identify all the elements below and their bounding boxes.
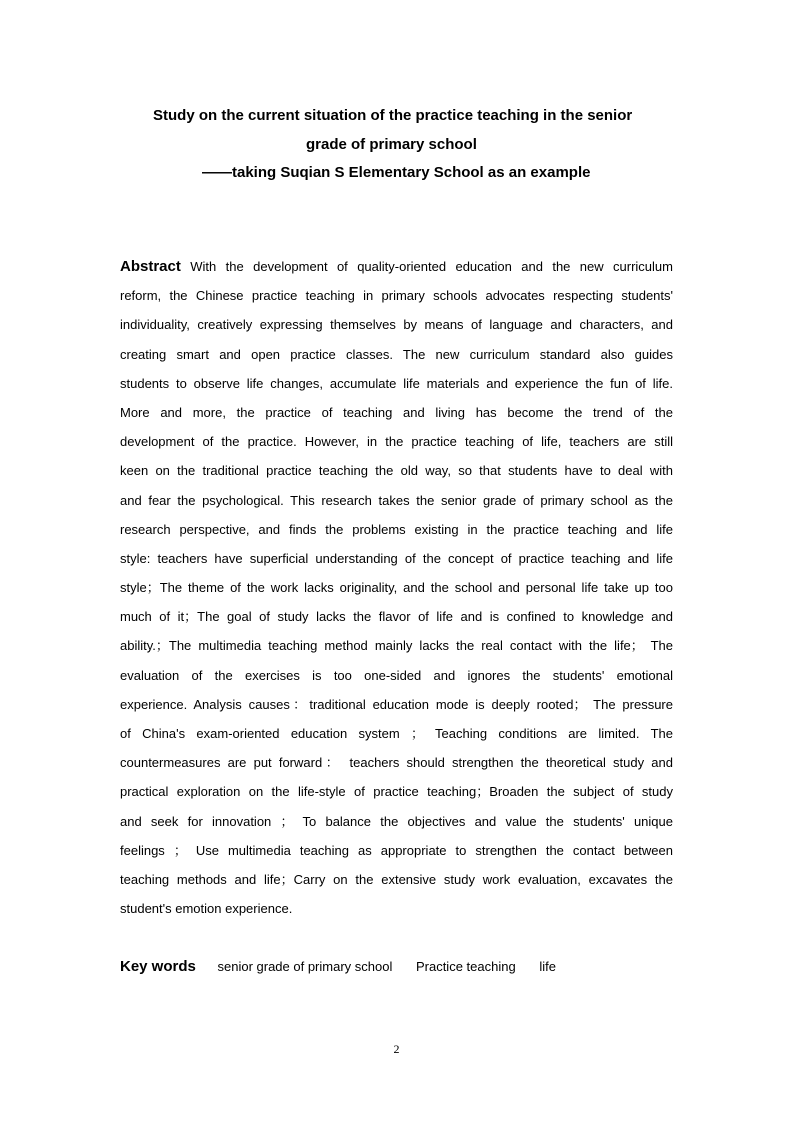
abstract-line: evaluation of the exercises is too one-sided and ignores the students' emotional <box>120 667 673 683</box>
abstract-line: ability.；The multimedia teaching method mainly lacks the real contact with the life； The <box>120 638 673 654</box>
page-number: 2 <box>393 1042 400 1056</box>
abstract-line: and fear the psychological. This research takes the senior grade of primary school as the <box>120 492 673 508</box>
abstract-line: practical exploration on the life-style of practice teaching；Broaden the subject of study <box>120 784 673 800</box>
abstract-line: style；The theme of the work lacks originality, and the school and personal life take up too <box>120 580 673 596</box>
abstract-section <box>120 252 673 923</box>
keyword: life <box>539 959 556 974</box>
abstract-line: much of it；The goal of study lacks the flavor of life and is confined to knowledge and <box>120 609 673 625</box>
title-line-2: grade of primary school <box>306 136 477 153</box>
abstract-line: of China's exam-oriented education system ； Teaching conditions are limited. The <box>120 726 673 741</box>
abstract-line: keen on the traditional practice teaching the old way, so that students have to deal with <box>120 463 673 479</box>
abstract-line: individuality, creatively expressing themselves by means of language and characters, and <box>120 317 673 333</box>
abstract-line: teaching methods and life；Carry on the extensive study work evaluation, excavates the <box>120 871 673 887</box>
abstract-line: and seek for innovation ； To balance the objectives and value the students' unique <box>120 813 673 829</box>
abstract-line: reform, the Chinese practice teaching in primary schools advocates respecting students' <box>120 288 673 304</box>
abstract-line: student's emotion experience. <box>120 901 293 917</box>
title-line-1: Study on the current situation of the practice teaching in the senior <box>153 107 633 124</box>
abstract-line: students to observe life changes, accumulate life materials and experience the fun of life. <box>120 375 673 391</box>
abstract-line: creating smart and open practice classes. The new curriculum standard also guides <box>120 346 673 362</box>
keywords-label: Key words <box>120 958 196 975</box>
abstract-text: With the development of quality-oriented education and the new curriculum <box>190 259 673 274</box>
abstract-line: feelings ； Use multimedia teaching as appropriate to strengthen the contact between <box>120 842 673 858</box>
keyword: Practice teaching <box>415 959 516 974</box>
abstract-line <box>120 252 673 281</box>
keyword: senior grade of primary school <box>217 959 393 974</box>
abstract-line: experience. Analysis causes：traditional education mode is deeply rooted； The pressure <box>120 696 673 712</box>
abstract-line: development of the practice. However, in the practice teaching of life, teachers are still <box>120 434 673 450</box>
abstract-line: style: teachers have superficial understanding of the concept of practice teaching and life <box>120 550 673 566</box>
abstract-label: Abstract <box>120 258 181 275</box>
keywords-section <box>120 958 576 975</box>
abstract-line: More and more, the practice of teaching and living has become the trend of the <box>120 404 673 420</box>
abstract-line: research perspective, and finds the problems existing in the practice teaching and life <box>120 521 673 537</box>
subtitle: ——taking Suqian S Elementary School as an example <box>202 164 591 181</box>
abstract-line: countermeasures are put forward： teachers should strengthen the theoretical study and <box>120 755 673 771</box>
